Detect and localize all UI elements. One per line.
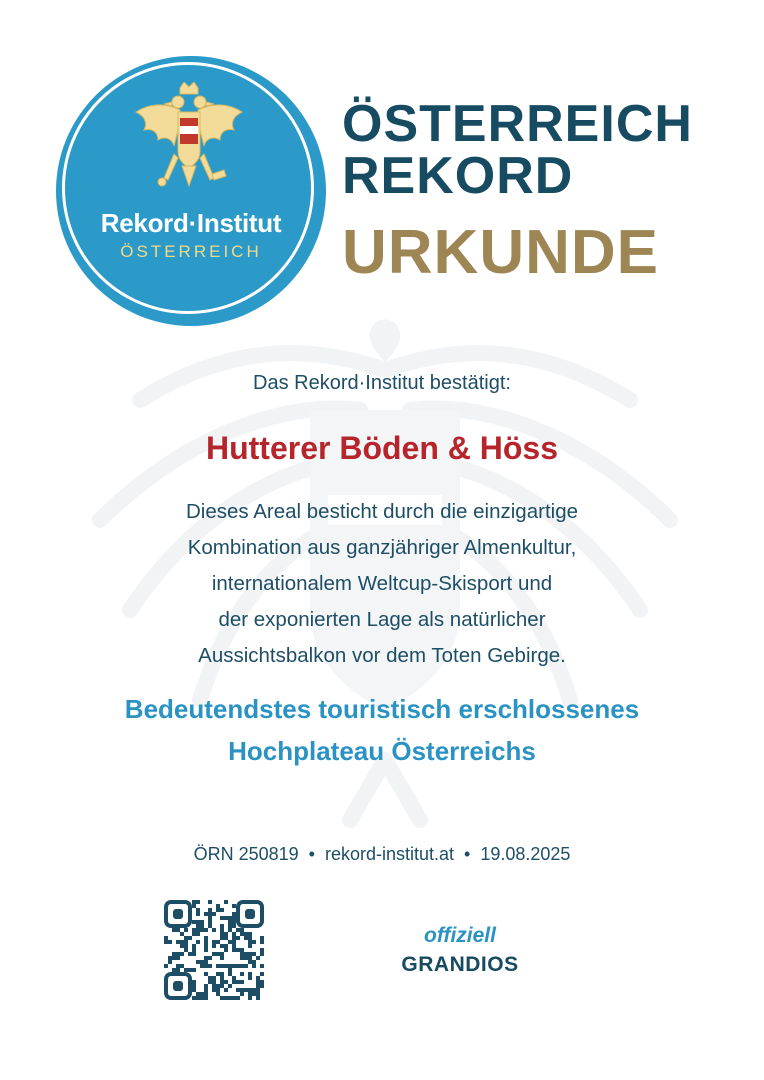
- certificate-meta: [0, 844, 764, 865]
- qr-code-icon[interactable]: [164, 900, 264, 1000]
- eagle-crest-icon: [134, 82, 244, 194]
- heading-line-3: URKUNDE: [342, 218, 659, 287]
- award-line: Bedeutendstes touristisch erschlossenes: [124, 694, 640, 724]
- award-line: Hochplateau Österreichs: [228, 736, 536, 766]
- description-line: Kombination aus ganzjähriger Almenkultur,: [187, 536, 577, 559]
- website-link[interactable]: rekord-institut.at: [324, 844, 455, 864]
- heading-line-1: ÖSTERREICH: [342, 95, 693, 153]
- description-line: Aussichtsbalkon vor dem Toten Gebirge.: [198, 644, 566, 667]
- award-title: [30, 688, 734, 772]
- description: [82, 494, 682, 674]
- record-number: ÖRN 250819: [193, 844, 299, 864]
- seal-subtitle: ÖSTERREICH: [120, 242, 262, 261]
- seal-title: Rekord·Institut: [100, 208, 282, 238]
- badge-official: offiziell: [424, 924, 496, 947]
- confirmation-text: Das Rekord·Institut bestätigt:: [253, 372, 511, 394]
- heading-line-2: REKORD: [342, 147, 574, 205]
- meta-separator: •: [464, 844, 471, 864]
- description-line: Dieses Areal besticht durch die einzigartige: [186, 500, 578, 523]
- issue-date: 19.08.2025: [480, 844, 571, 864]
- description-line: der exponierten Lage als natürlicher: [218, 608, 546, 631]
- description-line: internationalem Weltcup-Skisport und: [211, 572, 553, 595]
- meta-separator: •: [308, 844, 315, 864]
- rekord-institut-seal: [56, 56, 326, 326]
- badge-grandios: GRANDIOS: [401, 953, 519, 976]
- recipient-name: Hutterer Böden & Höss: [205, 430, 559, 466]
